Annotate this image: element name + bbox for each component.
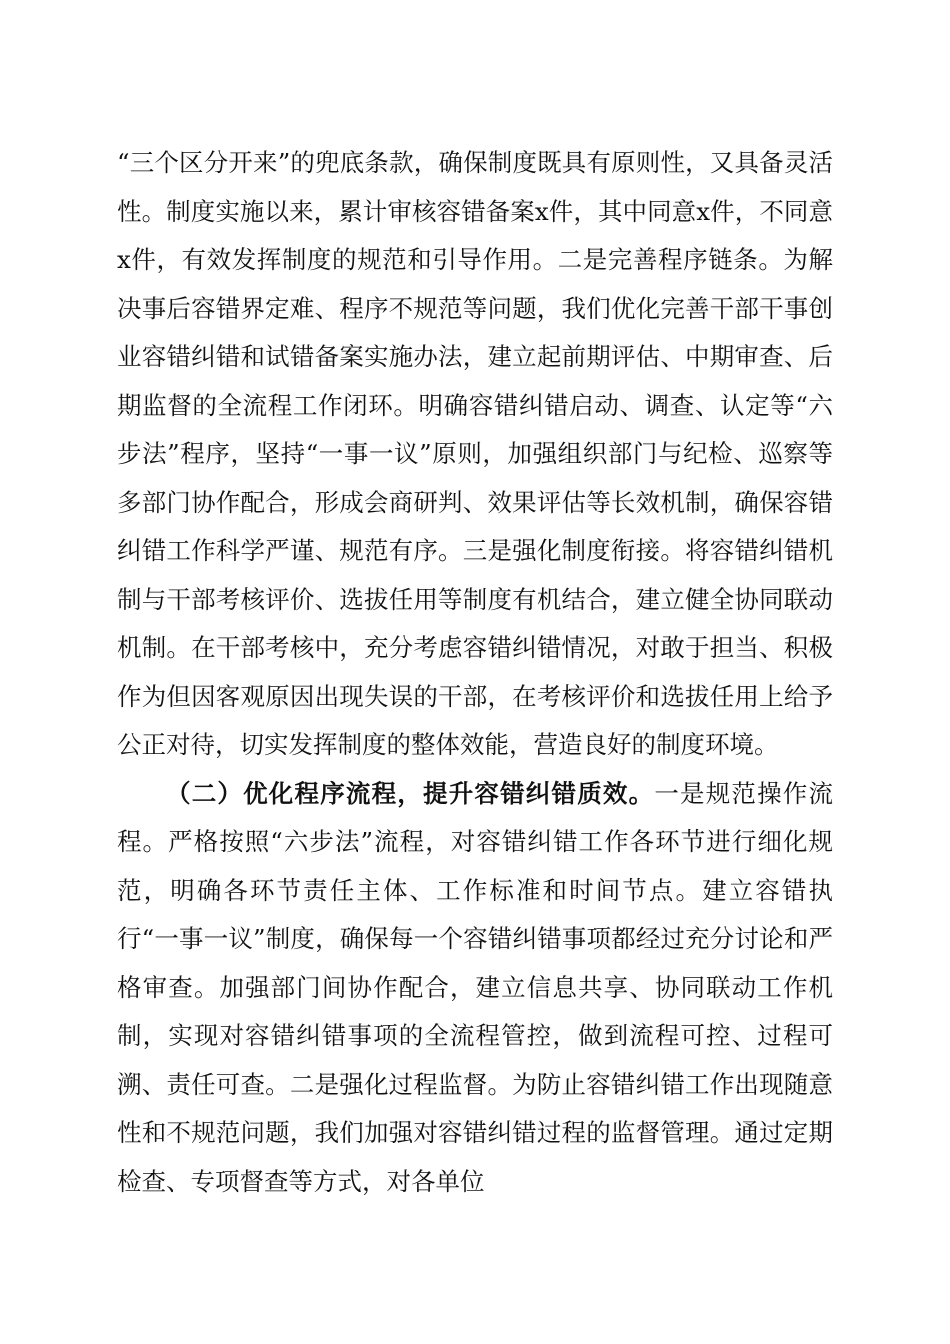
paragraph-section-two	[117, 770, 833, 1207]
section-body: 一是规范操作流程。严格按照“六步法”流程，对容错纠错工作各环节进行细化规范，明确各环节责任主体、工作标准和时间节点。建立容错执行“一事一议”制度，确保每一个容错纠错事项都经过充分讨论和严格审查。加强部门间协作配合，建立信息共享、协同联动工作机制，实现对容错纠错事项的全流程管控，做到流程可控、过程可溯、责任可查。二是强化过程监督。为防止容错纠错工作出现随意性和不规范问题，我们加强对容错纠错过程的监督管理。通过定期检查、专项督查等方式，对各单位	[117, 778, 834, 1196]
section-heading: （二）优化程序流程，提升容错纠错质效。	[166, 778, 655, 808]
paragraph-continuation: “三个区分开来”的兜底条款，确保制度既具有原则性，又具备灵活性。制度实施以来，累计审核容错备案x件，其中同意x件，不同意x件，有效发挥制度的规范和引导作用。二是完善程序链条。为解决事后容错界定难、程序不规范等问题，我们优化完善干部干事创业容错纠错和试错备案实施办法，建立起前期评估、中期审查、后期监督的全流程工作闭环。明确容错纠错启动、调查、认定等“六步法”程序，坚持“一事一议”原则，加强组织部门与纪检、巡察等多部门协作配合，形成会商研判、效果评估等长效机制，确保容错纠错工作科学严谨、规范有序。三是强化制度衔接。将容错纠错机制与干部考核评价、选拔任用等制度有机结合，建立健全协同联动机制。在干部考核中，充分考虑容错纠错情况，对敢于担当、积极作为但因客观原因出现失误的干部，在考核评价和选拔任用上给予公正对待，切实发挥制度的整体效能，营造良好的制度环境。	[117, 148, 833, 759]
document-body	[117, 139, 833, 1206]
